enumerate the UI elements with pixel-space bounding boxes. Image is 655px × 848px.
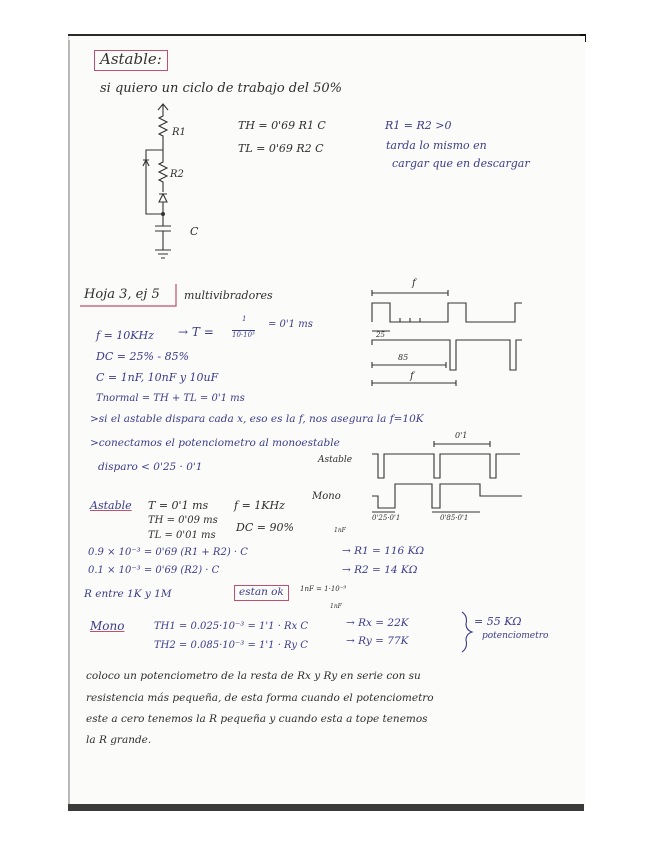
mono-th2-result: → Ry = 77K xyxy=(346,635,409,647)
range-ok: estan ok xyxy=(234,585,289,601)
intro-line: si quiero un ciclo de trabajo del 50% xyxy=(100,81,342,96)
astable-eq-1: 0.9 × 10⁻³ = 0'69 (R1 + R2) · C xyxy=(88,547,248,558)
mid-wave-bottom-label-1: 0'25·0'1 xyxy=(372,514,401,522)
wave-width-label-2: 85 xyxy=(398,353,409,362)
spec-t-result: = 0'1 ms xyxy=(268,319,313,330)
hoja-subtitle: multivibradores xyxy=(184,289,273,302)
astable-eq-2: 0.1 × 10⁻³ = 0'69 (R2) · C xyxy=(88,565,220,576)
final-line-4: la R grande. xyxy=(86,734,152,746)
final-line-3: este a cero tenemos la R pequeña y cuando esta a tope tenemos xyxy=(86,713,428,725)
spec-c: C = 1nF, 10nF y 10uF xyxy=(96,371,219,384)
astable-eq-2-result: → R2 = 14 KΩ xyxy=(342,564,418,576)
astable-calc-label: Astable xyxy=(90,499,132,512)
paragraph-line-3: disparo < 0'25 · 0'1 xyxy=(98,461,203,473)
final-line-1: coloco un potenciometro de la resta de Rx y Ry en serie con su xyxy=(86,670,421,682)
range-line: R entre 1K y 1M xyxy=(84,588,172,600)
final-line-2: resistencia más pequeña, de esta forma cuando el potenciometro xyxy=(86,692,434,704)
r2-label: R2 xyxy=(170,169,184,180)
r1-label: R1 xyxy=(172,127,186,138)
spec-dc: DC = 25% - 85% xyxy=(96,350,190,363)
spec-t-denominator: 10·10³ xyxy=(232,331,255,339)
tl-equation: TL = 0'69 R2 C xyxy=(238,142,324,155)
spec-t-arrow: → T = xyxy=(178,325,214,339)
astable-cap-note: 1nF xyxy=(334,527,346,534)
astable-calc-f: f = 1KHz xyxy=(234,499,285,512)
mid-wave-top-label: 0'1 xyxy=(455,431,468,440)
astable-calc-t: T = 0'1 ms xyxy=(148,499,209,512)
note-line-2: cargar que en descargar xyxy=(392,157,530,170)
paragraph-line-2: >conectamos el potenciometro al monoestable xyxy=(90,437,340,449)
astable-calc-dc: DC = 90% xyxy=(236,521,294,534)
wave-width-label: 25 xyxy=(376,331,385,339)
astable-title: Astable: xyxy=(94,50,168,71)
wave-f-label-2: f xyxy=(410,371,414,382)
spec-ttotal: Tnormal = TH + TL = 0'1 ms xyxy=(96,393,245,404)
mono-cap-note: 1nF xyxy=(330,603,342,610)
astable-eq-1-result: → R1 = 116 KΩ xyxy=(342,545,425,557)
mono-total: = 55 KΩ xyxy=(474,615,522,628)
mono-pot: potenciometro xyxy=(482,631,549,641)
c-label: C xyxy=(190,225,199,238)
cap-note-2: 1nF = 1·10⁻⁹ xyxy=(300,585,347,593)
astable-calc-tl: TL = 0'01 ms xyxy=(148,530,216,541)
mono-th1: TH1 = 0.025·10⁻³ = 1'1 · Rx C xyxy=(154,621,309,632)
spec-f: f = 10KHz xyxy=(96,329,154,342)
mid-wave-bottom-label-2: 0'85·0'1 xyxy=(440,514,469,522)
wave-f-label: f xyxy=(412,278,416,289)
mono-wave-label: Mono xyxy=(312,491,341,502)
mono-th2: TH2 = 0.085·10⁻³ = 1'1 · Ry C xyxy=(154,640,308,651)
th-equation: TH = 0'69 R1 C xyxy=(238,119,326,132)
r-equality: R1 = R2 >0 xyxy=(385,119,452,132)
astable-wave-label: Astable xyxy=(318,455,353,465)
spec-t-numerator: 1 xyxy=(242,315,247,323)
hoja-title: Hoja 3, ej 5 xyxy=(84,287,160,302)
astable-calc-th: TH = 0'09 ms xyxy=(148,515,218,526)
mono-calc-label: Mono xyxy=(90,619,125,633)
mono-th1-result: → Rx = 22K xyxy=(346,617,409,629)
note-line-1: tarda lo mismo en xyxy=(386,139,487,152)
paragraph-line-1: >si el astable dispara cada x, eso es la f, nos asegura la f=10K xyxy=(90,413,424,425)
